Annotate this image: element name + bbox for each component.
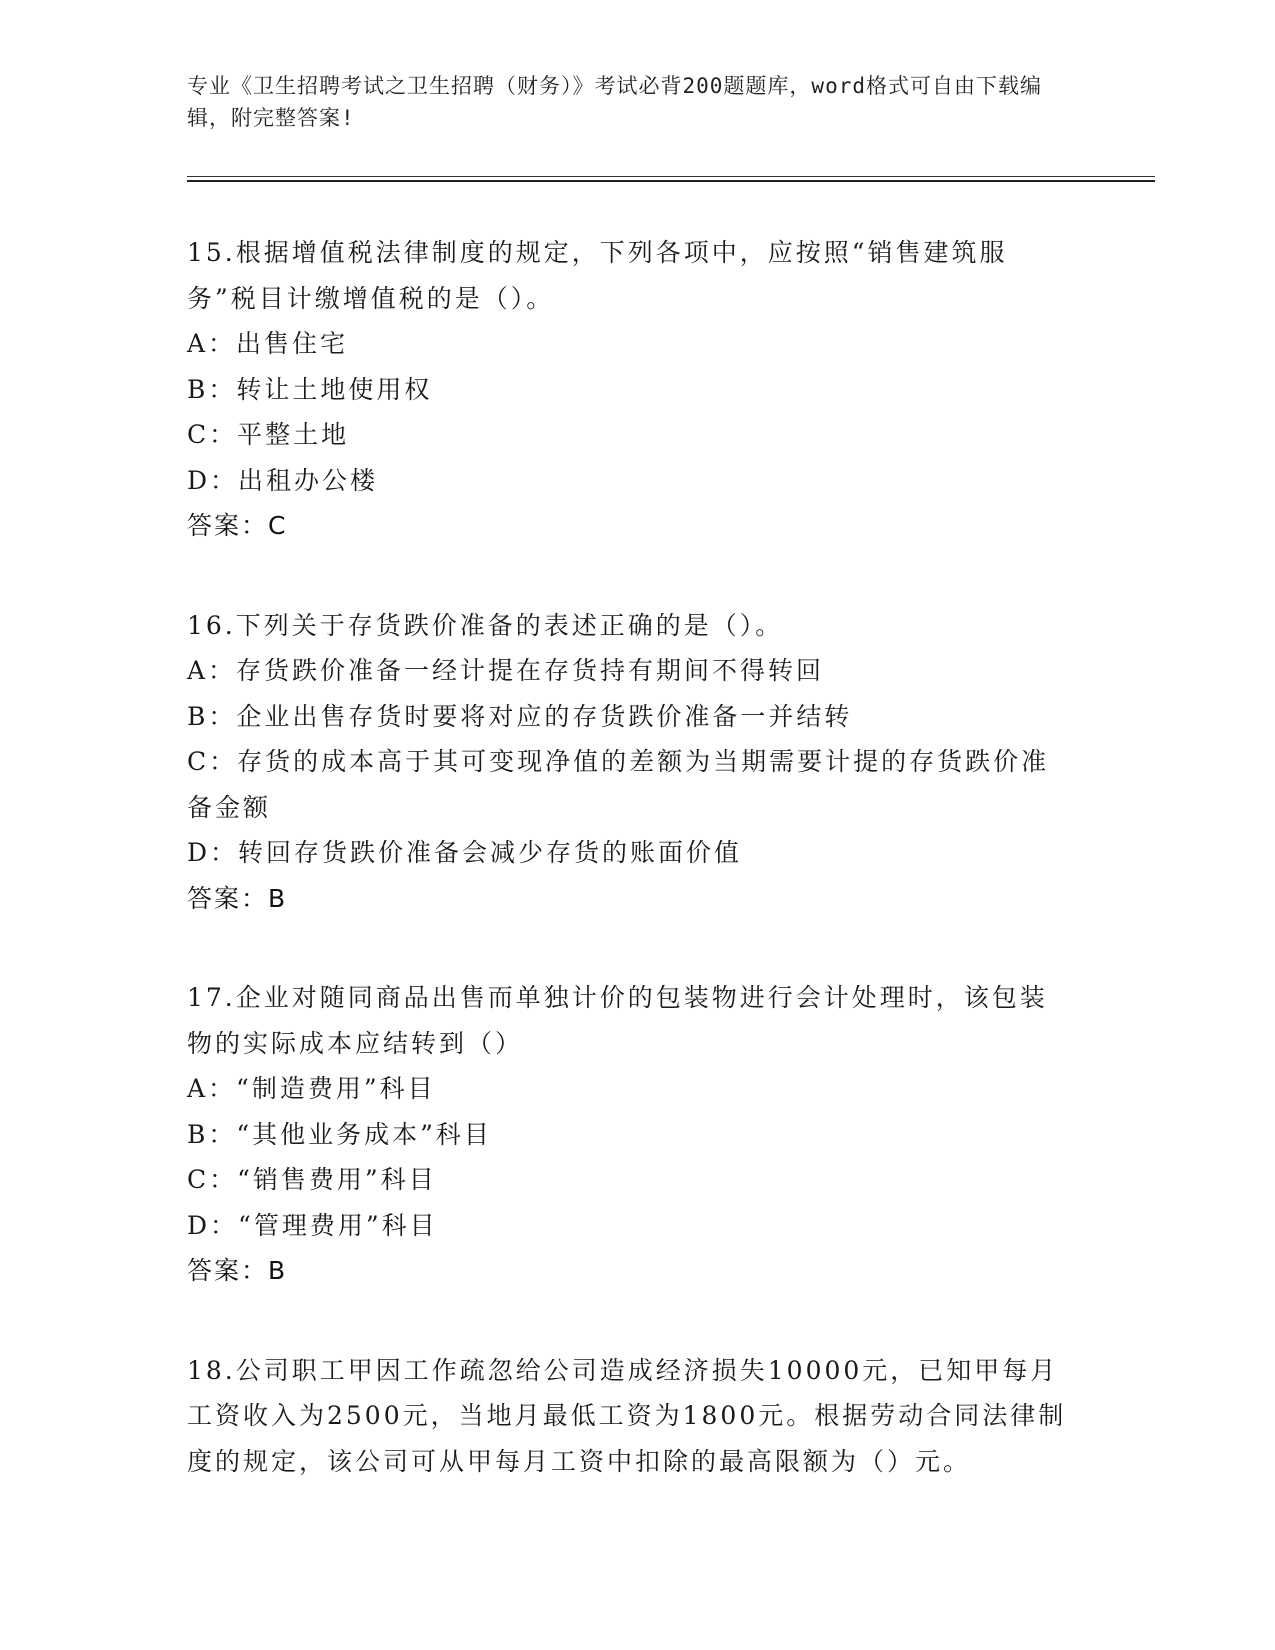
answer-label: 答案：C [187,511,288,540]
option-b: B：企业出售存货时要将对应的存货跌价准备一并结转 [187,701,853,731]
option-b: B：转让土地使用权 [187,374,433,404]
option-c: C：存货的成本高于其可变现净值的差额为当期需要计提的存货跌价准备金额 [187,747,1050,822]
question-stem: 16.下列关于存货跌价准备的表述正确的是（）。 [187,610,784,640]
option-a: A：存货跌价准备一经计提在存货持有期间不得转回 [187,656,825,685]
question-item [187,1348,1107,1485]
answer-label: 答案：B [187,1256,288,1285]
document-header: 专业《卫生招聘考试之卫生招聘（财务）》考试必背200题题库，word格式可自由下载编辑，附完整答案! [187,74,1042,130]
question-list [187,230,1107,1538]
document-page [187,70,1107,1476]
question-item [187,975,1107,1294]
answer-label: 答案：B [187,883,288,913]
option-c: C：“销售费用”科目 [187,1165,437,1194]
question-item [187,603,1107,922]
question-stem: 18.公司职工甲因工作疏忽给公司造成经济损失10000元，已知甲每月工资收入为2500元，当地月最低工资为1800元。根据劳动合同法律制度的规定，该公司可从甲每月工资中扣除的最高限额为（）元。 [187,1355,1067,1476]
option-d: D：“管理费用”科目 [187,1210,438,1240]
option-b: B：“其他业务成本”科目 [187,1119,492,1149]
option-c: C：平整土地 [187,420,350,449]
question-item [187,230,1107,549]
option-d: D：转回存货跌价准备会减少存货的账面价值 [187,838,743,867]
option-a: A：“制造费用”科目 [187,1074,436,1103]
question-stem: 17.企业对随同商品出售而单独计价的包装物进行会计处理时，该包装物的实际成本应结转到（） [187,983,1048,1058]
option-d: D：出租办公楼 [187,465,379,495]
header-divider [187,176,1155,182]
option-a: A：出售住宅 [187,329,349,358]
question-stem: 15.根据增值税法律制度的规定，下列各项中，应按照“销售建筑服务”税目计缴增值税的是（）。 [187,238,1008,313]
